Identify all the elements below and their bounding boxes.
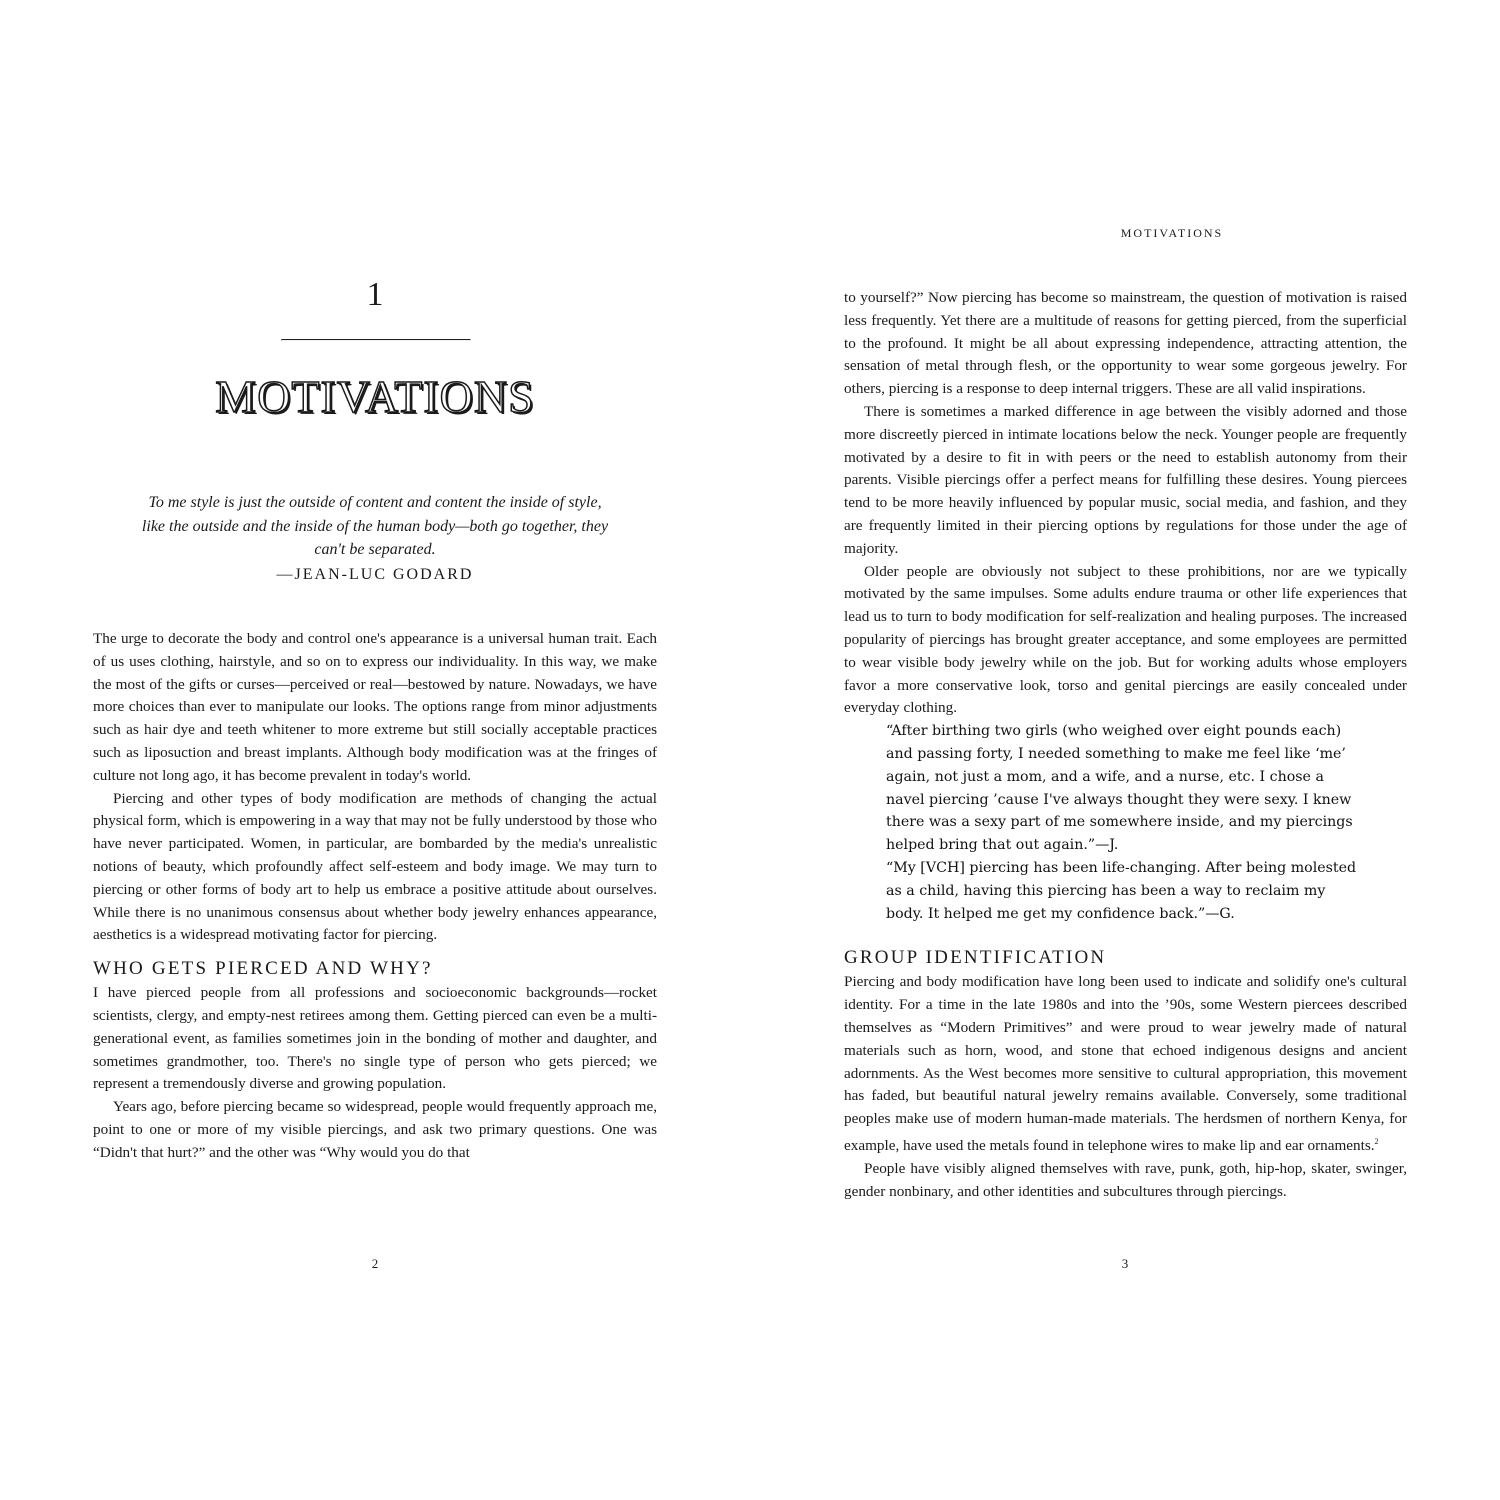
footnote-marker[interactable]: 2 [1374, 1136, 1379, 1146]
body-paragraph-text: Piercing and body modification have long been used to indicate and solidify one's cultural identity. For a time in the late 1980s and into the ’90s, some Western piercees described themselves as “Modern Primitives” and were proud to wear jewelry made of natural materials such as horn, wood, and stone that echoed indigenous designs and ancient adornments. As the West becomes more sensitive to cultural appropriation, this movement has faded, but beautiful natural jewelry remains available. Conversely, some traditional peoples make use of modern human-made materials. The herdsmen of northern Kenya, for example, have used the metals found in telephone wires to make lip and ear ornaments. [844, 973, 1407, 1154]
epigraph-quote: To me style is just the outside of content and content the inside of style, like the outside and the inside of the human body—both go together, they can't be separated. [141, 494, 609, 558]
body-paragraph [844, 971, 1407, 1157]
right-body-text [844, 287, 1407, 1203]
section-heading: WHO GETS PIERCED AND WHY? [93, 958, 433, 980]
testimonial-quotes [844, 720, 1407, 925]
body-paragraph: The urge to decorate the body and control one's appearance is a universal human trait. Each of us uses clothing, hairstyle, and so on to express our individuality. In this way, we make the most of the gifts or curses—perceived or real—bestowed by nature. Nowadays, we have more choices than ever to manipulate our looks. The options range from minor adjustments such as hair dye and teeth whitener to more extreme but still socially acceptable practices such as liposuction and breast implants. Although body modification was at the fringes of culture not long ago, it has become prevalent in today's world. [93, 630, 657, 784]
chapter-title: MOTIVATIONS [215, 371, 535, 422]
body-paragraph: There is sometimes a marked difference in age between the visibly adorned and those more discreetly pierced in intimate locations below the neck. Younger people are frequently motivated by a desire to fit in with peers or the need to establish autonomy from their parents. Visible piercings offer a perfect means for fulfilling these desires. Young piercees tend to be more heavily influenced by popular music, social media, and fashion, and they are frequently limited in their piercing options by regulations for those under the age of majority. [844, 402, 1407, 557]
epigraph-attribution: —JEAN-LUC GODARD [276, 565, 474, 583]
page-number: 3 [1121, 1256, 1129, 1271]
section-heading: GROUP IDENTIFICATION [844, 947, 1107, 969]
testimonial-quote: “My [VCH] piercing has been life-changing. After being molested as a child, having this piercing has been a way to reclaim my body. It helped me get my confidence back.”—G. [886, 859, 1357, 922]
right-page [750, 0, 1500, 1500]
body-paragraph: People have visibly aligned themselves with rave, punk, goth, hip-hop, skater, swinger, gender nonbinary, and other identities and subcultures through piercings. [844, 1159, 1407, 1200]
chapter-divider [281, 339, 471, 341]
epigraph [140, 491, 610, 588]
left-body-text [93, 628, 657, 1165]
body-paragraph: I have pierced people from all professions and socioeconomic backgrounds—rocket scientists, clergy, and empty-nest retirees among them. Getting pierced can even be a multi-generational event, as families sometimes join in the bonding of mother and daughter, and sometimes grandmother, too. There's no single type of person who gets pierced; we represent a tremendously diverse and growing population. [93, 984, 657, 1093]
body-paragraph: Piercing and other types of body modification are methods of changing the actual physical form, which is empowering in a way that may not be fully understood by those who have never participated. Women, in particular, are bombarded by the media's unrealistic notions of beauty, which profoundly affect self-esteem and body image. We may turn to piercing or other forms of body art to help us embrace a positive attitude about ourselves. While there is no unanimous consensus about whether body jewelry enhances appearance, aesthetics is a widespread motivating factor for piercing. [93, 789, 657, 944]
body-paragraph: Older people are obviously not subject to these prohibitions, nor are we typically motivated by the same impulses. Some adults endure trauma or other life experiences that lead us to turn to body modification for self-realization and healing purposes. The increased popularity of piercings has brought greater acceptance, and some employees are permitted to wear visible body jewelry while on the job. But for working adults whose employers favor a more conservative look, torso and genital piercings are easily concealed under everyday clothing. [844, 562, 1407, 717]
body-paragraph: to yourself?” Now piercing has become so mainstream, the question of motivation is raised less frequently. Yet there are a multitude of reasons for getting pierced, from the superficial to the profound. It might be all about expressing independence, attracting attention, the sensation of metal through flesh, or the opportunity to wear some gorgeous jewelry. For others, piercing is a response to deep internal triggers. These are all valid inspirations. [844, 289, 1407, 398]
testimonial-quote: “After birthing two girls (who weighed over eight pounds each) and passing forty, I needed something to make me feel like ‘me’ again, not just a mom, and a wife, and a nurse, etc. I chose a navel piercing ’cause I've always thought they were sexy. I knew there was a sexy part of me somewhere inside, and my piercings helped bring that out again.”—J. [886, 723, 1353, 854]
page-number: 2 [371, 1256, 379, 1271]
running-head: MOTIVATIONS [1120, 226, 1224, 240]
chapter-number: 1 [366, 276, 384, 313]
body-paragraph: Years ago, before piercing became so widespread, people would frequently approach me, point to one or more of my visible piercings, and ask two primary questions. One was “Didn't that hurt?” and the other was “Why would you do that [93, 1098, 657, 1161]
